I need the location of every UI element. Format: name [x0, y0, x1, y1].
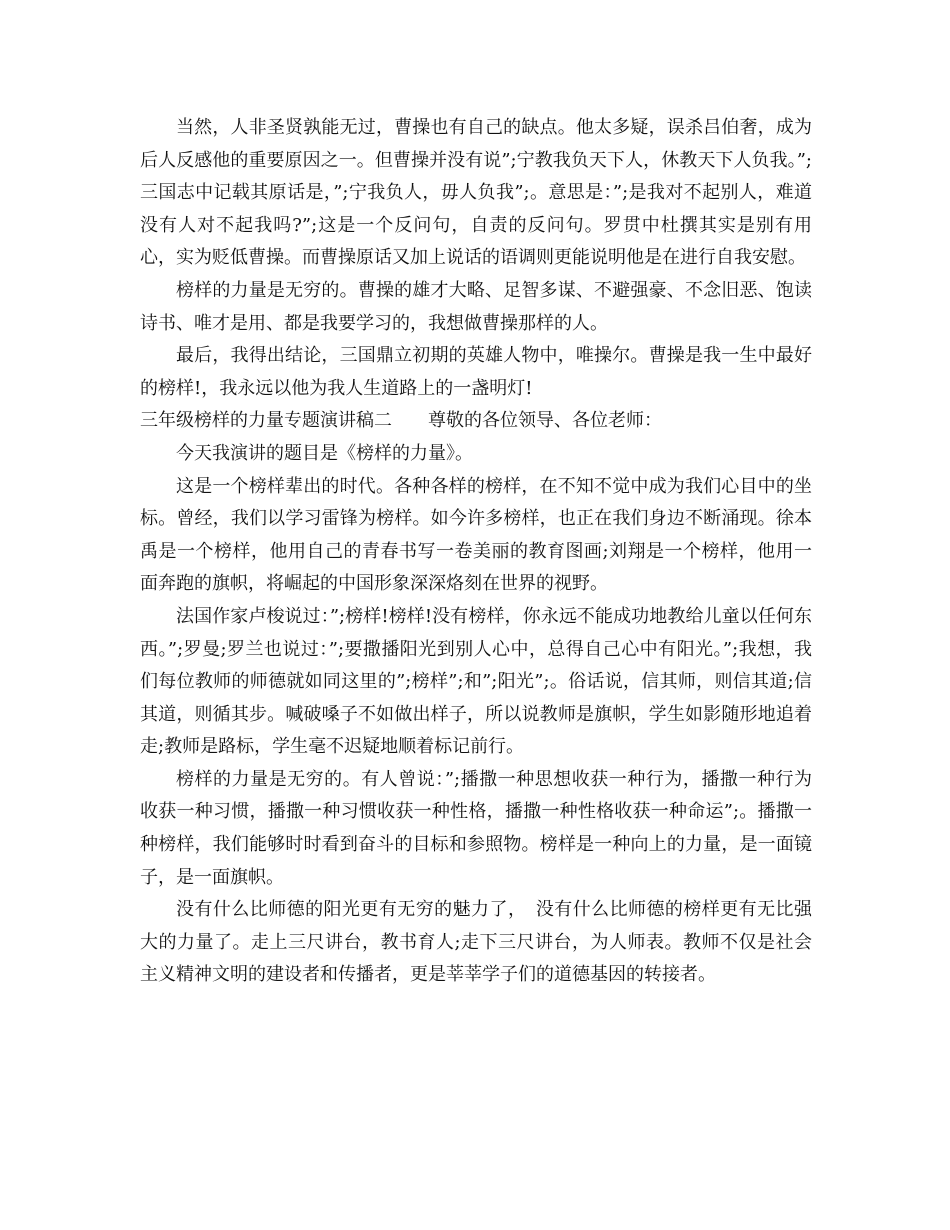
paragraph-intro-flaws: 当然，人非圣贤孰能无过，曹操也有自己的缺点。他太多疑，误杀吕伯奢，成为后人反感他的重要原因之一。但曹操并没有说”;宁教我负天下人，休教天下人负我。”;三国志中记载其原话是，”;宁我负人，毋人负我”;。意思是：”;是我对不起别人，难道没有人对不起我吗?”;这是一个反问句，自责的反问句。罗贯中杜撰其实是别有用心，实为贬低曹操。而曹操原话又加上说话的语调则更能说明他是在进行自我安慰。 [140, 117, 812, 269]
paragraph-conclusion: 最后，我得出结论，三国鼎立初期的英雄人物中，唯操尔。曹操是我一生中最好的榜样!，我永远以他为我人生道路上的一盏明灯! [140, 345, 812, 399]
paragraph-speech-topic: 今天我演讲的题目是《榜样的力量》。 [176, 442, 473, 464]
paragraph-infinite-power: 榜样的力量是无穷的。有人曾说：”;播撒一种思想收获一种行为，播撒一种行为收获一种习惯，播撒一种习惯收获一种性格，播撒一种性格收获一种命运”;。播撒一种榜样，我们能够时时看到奋斗的目标和参照物。榜样是一种向上的力量，是一面镜子，是一面旗帜。 [140, 768, 812, 888]
paragraph-rousseau-quote: 法国作家卢梭说过：”;榜样!榜样!没有榜样，你永远不能成功地教给儿童以任何东西。”;罗曼;罗兰也说过：”;要撒播阳光到别人心中，总得自己心中有阳光。”;我想，我们每位教师的师德就如同这里的”;榜样”;和”;阳光”;。俗话说，信其师，则信其道;信其道，则循其步。喊破嗓子不如做出样子，所以说教师是旗帜，学生如影随形地追着走;教师是路标，学生毫不迟疑地顺着标记前行。 [140, 605, 812, 758]
speech-heading: 三年级榜样的力量专题演讲稿二 尊敬的各位领导、各位老师： [140, 410, 662, 432]
document-body [140, 112, 812, 992]
paragraph-teacher-ethics: 没有什么比师德的阳光更有无穷的魅力了， 没有什么比师德的榜样更有无比强大的力量了。走上三尺讲台，教书育人;走下三尺讲台，为人师表。教师不仅是社会主义精神文明的建设者和传播者，更是莘莘学子们的道德基因的转接者。 [140, 899, 812, 986]
paragraph-role-model-power: 榜样的力量是无穷的。曹操的雄才大略、足智多谋、不避强豪、不念旧恶、饱读诗书、唯才是用、都是我要学习的，我想做曹操那样的人。 [140, 279, 812, 334]
paragraph-era-of-models: 这是一个榜样辈出的时代。各种各样的榜样，在不知不觉中成为我们心目中的坐标。曾经，我们以学习雷锋为榜样。如今许多榜样，也正在我们身边不断涌现。徐本禹是一个榜样，他用自己的青春书写一卷美丽的教育图画;刘翔是一个榜样，他用一面奔跑的旗帜，将崛起的中国形象深深烙刻在世界的视野。 [140, 475, 812, 595]
